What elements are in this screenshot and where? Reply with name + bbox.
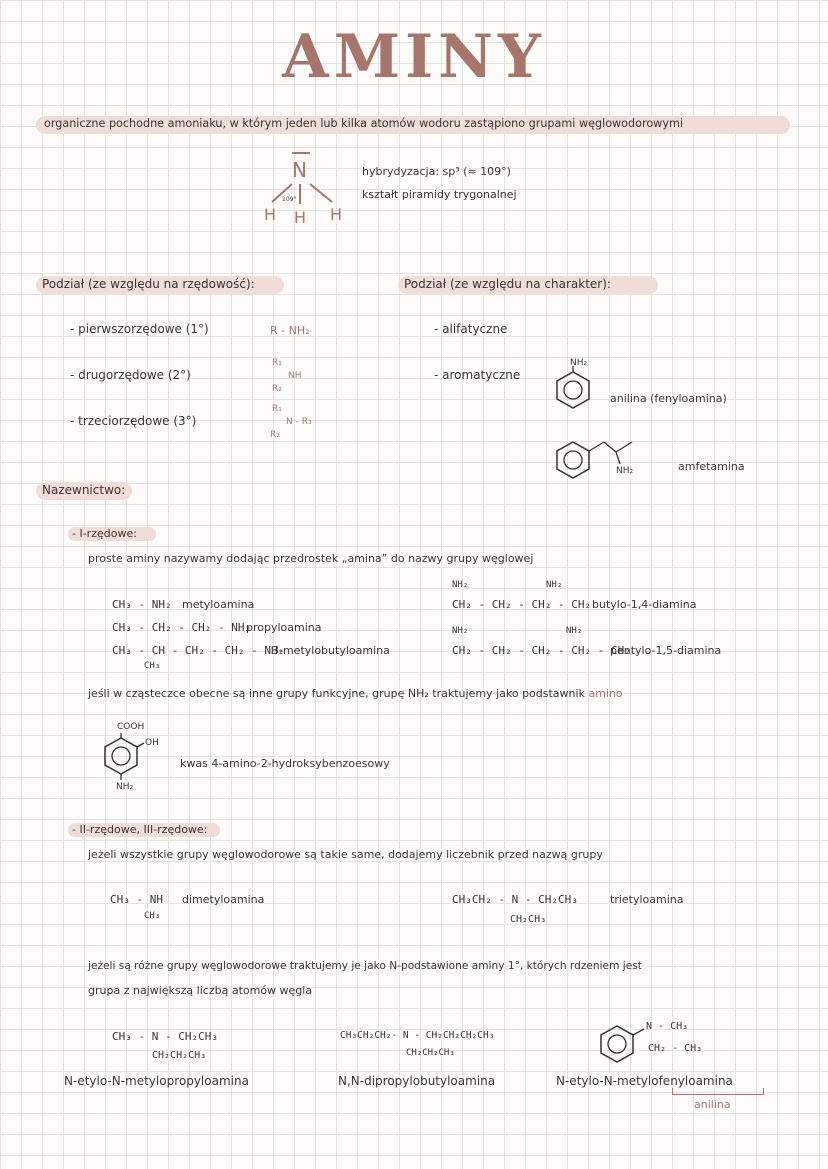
diamine2-name: pentylo-1,5-diamina bbox=[610, 644, 722, 657]
ex2-3-sub: CH₂ - CH₃ bbox=[648, 1043, 703, 1054]
ex2-3-name: N-etylo-N-metylofenyloamina bbox=[556, 1074, 733, 1088]
trietyloamina-name: trietyloamina bbox=[610, 893, 684, 906]
amfetamina-nh2: NH₂ bbox=[616, 466, 634, 476]
character-item-aromatic: - aromatyczne bbox=[434, 368, 521, 382]
secondary-r1: R₁ bbox=[272, 358, 282, 368]
secondary-rule2-line1: jeżeli są różne grupy węglowodorowe traktujemy je jako N-podstawione aminy 1°, których rdzeniem jest bbox=[88, 960, 642, 972]
dimetyloamina-sub: CH₃ bbox=[144, 911, 161, 921]
ammonia-n: N bbox=[292, 158, 307, 182]
amino-word: amino bbox=[588, 687, 623, 700]
secondary-rule: jeżeli wszystkie grupy węglowodorowe są takie same, dodajemy liczebnik przed nazwą grupy bbox=[88, 848, 603, 861]
ammonia-h2: H bbox=[294, 208, 307, 227]
diamine1-top-right: NH₂ bbox=[546, 580, 563, 590]
ex2-2-sub: CH₂CH₂CH₃ bbox=[406, 1048, 455, 1058]
ex2-2-formula: CH₃CH₂CH₂- N - CH₂CH₂CH₂CH₃ bbox=[340, 1030, 495, 1041]
definition-text: organiczne pochodne amoniaku, w którym jeden lub kilka atomów wodoru zastąpiono grupami węglowodorowymi bbox=[44, 117, 683, 130]
order-item-tertiary: - trzeciorzędowe (3°) bbox=[70, 414, 197, 428]
shape-text: kształt piramidy trygonalnej bbox=[362, 188, 517, 201]
amfetamina-name: amfetamina bbox=[678, 460, 745, 473]
ammonia-h1: H bbox=[264, 205, 277, 224]
diamine2-formula: CH₂ - CH₂ - CH₂ - CH₂ - CH₂ bbox=[452, 644, 631, 657]
amino-rule-text: jeśli w cząsteczce obecne są inne grupy funkcyjne, grupę NH₂ traktujemy jako podstawnik bbox=[88, 687, 585, 700]
secondary-n: NH bbox=[288, 371, 302, 381]
acid-cooh: COOH bbox=[117, 722, 145, 732]
acid-benzene-ring-icon bbox=[104, 738, 144, 778]
dimetyloamina-name: dimetyloamina bbox=[182, 893, 265, 906]
diamine1-name: butylo-1,4-diamina bbox=[592, 598, 697, 611]
primary-heading: - I-rzędowe: bbox=[72, 527, 137, 540]
trietyloamina-formula: CH₃CH₂ - N - CH₂CH₃ bbox=[452, 893, 578, 906]
nomenclature-heading: Nazewnictwo: bbox=[42, 483, 126, 497]
diamine2-top-right: NH₂ bbox=[566, 626, 583, 636]
ex2-1-formula: CH₃ - N - CH₂CH₃ bbox=[112, 1030, 218, 1043]
ex2-3-benzene-ring-icon bbox=[600, 1026, 640, 1066]
anilina-nh2: NH₂ bbox=[570, 358, 588, 368]
hybridization-text: hybrydyzacja: sp³ (≈ 109°) bbox=[362, 165, 511, 178]
secondary-r2: R₂ bbox=[272, 384, 282, 394]
tertiary-r1: R₁ bbox=[272, 404, 282, 414]
acid-name: kwas 4-amino-2-hydroksybenzoesowy bbox=[180, 757, 390, 770]
diamine2-top-left: NH₂ bbox=[452, 626, 469, 636]
order-formula-primary: R - NH₂ bbox=[270, 324, 310, 337]
anilina-underline bbox=[672, 1088, 764, 1095]
order-heading: Podział (ze względu na rzędowość): bbox=[42, 277, 255, 291]
ex2-1-sub: CH₂CH₂CH₃ bbox=[152, 1050, 207, 1061]
diamine1-top-left: NH₂ bbox=[452, 580, 469, 590]
example-metyloamina-formula: CH₃ - NH₂ bbox=[112, 598, 172, 611]
ex2-3-formula: N - CH₃ bbox=[646, 1021, 689, 1032]
lone-pair-bar bbox=[292, 152, 310, 154]
order-item-primary: - pierwszorzędowe (1°) bbox=[70, 322, 209, 336]
ammonia-angle: 109° bbox=[282, 196, 297, 203]
diamine1-formula: CH₂ - CH₂ - CH₂ - CH₂ bbox=[452, 598, 592, 611]
amfetamina-structure-icon bbox=[556, 438, 666, 488]
example-metyloamina-name: metyloamina bbox=[182, 598, 255, 611]
example-propyloamina-formula: CH₃ - CH₂ - CH₂ - NH₂ bbox=[112, 621, 252, 634]
amino-rule bbox=[88, 687, 623, 700]
example-metylobutylo-formula: CH₃ - CH - CH₂ - CH₂ - NH₂ bbox=[112, 644, 285, 657]
example-propyloamina-name: propyloamina bbox=[246, 621, 322, 634]
page-title: AMINY bbox=[282, 22, 546, 92]
character-heading: Podział (ze względu na charakter): bbox=[404, 277, 611, 291]
order-item-secondary: - drugorzędowe (2°) bbox=[70, 368, 191, 382]
secondary-heading: - II-rzędowe, III-rzędowe: bbox=[72, 823, 208, 836]
example-metylobutylo-sub: CH₃ bbox=[144, 661, 161, 671]
primary-rule: proste aminy nazywamy dodając przedrostek „amina” do nazwy grupy węglowej bbox=[88, 552, 534, 565]
dimetyloamina-formula: CH₃ - NH bbox=[110, 893, 163, 906]
ex2-2-name: N,N-dipropylobutyloamina bbox=[338, 1074, 496, 1088]
tertiary-n: N - R₃ bbox=[286, 417, 312, 427]
anilina-name: anilina (fenyloamina) bbox=[610, 392, 727, 405]
ammonia-h3: H bbox=[330, 205, 343, 224]
ex2-1-name: N-etylo-N-metylopropyloamina bbox=[64, 1074, 249, 1088]
acid-oh: OH bbox=[145, 738, 159, 748]
trietyloamina-sub: CH₂CH₃ bbox=[510, 914, 547, 925]
acid-nh2: NH₂ bbox=[116, 782, 134, 792]
example-metylobutylo-name: 3-metylobutyloamina bbox=[272, 644, 390, 657]
benzene-ring-icon bbox=[556, 372, 596, 412]
tertiary-r2: R₂ bbox=[270, 430, 280, 440]
secondary-rule2-line2: grupa z największą liczbą atomów węgla bbox=[88, 984, 313, 997]
ex2-3-note: anilina bbox=[694, 1098, 731, 1111]
character-item-aliphatic: - alifatyczne bbox=[434, 322, 508, 336]
